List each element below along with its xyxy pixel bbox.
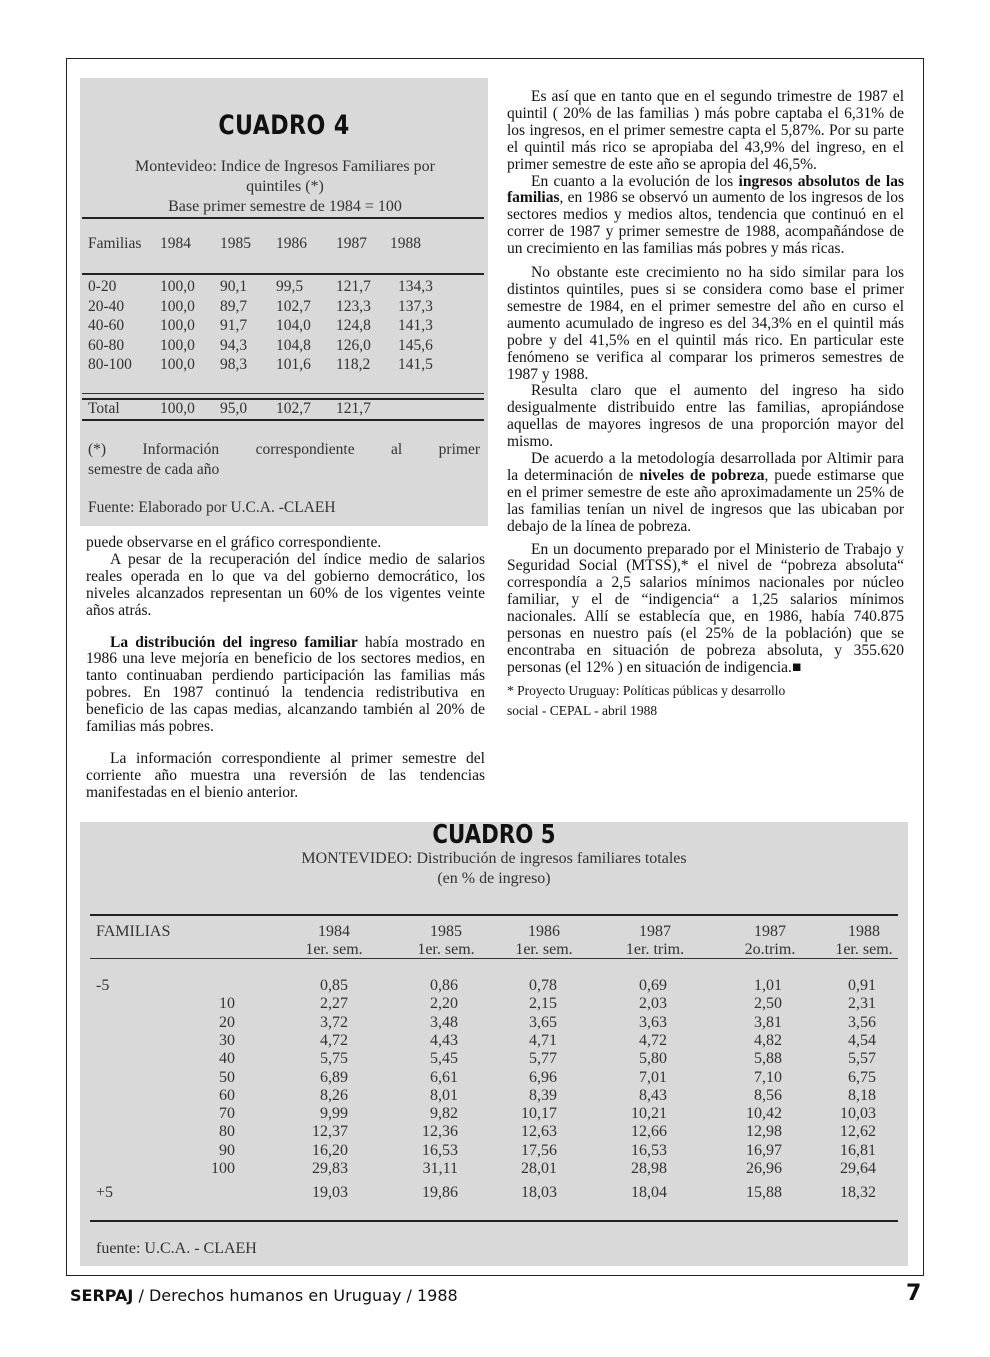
table-cell: 91,7: [220, 317, 248, 334]
table-cell: 2,03: [639, 995, 667, 1013]
table-cell: 5,57: [848, 1050, 876, 1068]
table-cell: 7,10: [754, 1068, 782, 1086]
table-cell: 99,5: [276, 278, 304, 295]
right-column-text: [507, 89, 904, 721]
table-cell: 28,01: [521, 1160, 557, 1177]
row-label: 80: [219, 1123, 235, 1141]
cuadro-4-header-cell: 1987: [336, 235, 367, 252]
table-cell: 10,21: [631, 1105, 667, 1123]
table-cell: 5,75: [320, 1050, 348, 1068]
table-cell: 4,82: [754, 1031, 782, 1049]
total-cell: 102,7: [276, 400, 311, 417]
column-period: 2o.trim.: [744, 941, 796, 958]
table-cell: 4,72: [320, 1031, 348, 1049]
table-cell: 7,01: [639, 1068, 667, 1086]
row-label: +5: [96, 1184, 114, 1201]
table-cell: 94,3: [220, 336, 248, 354]
table-cell: 12,63: [521, 1123, 557, 1141]
cuadro-4-note-line: (*) Información correspondiente al primer: [88, 441, 480, 458]
table-cell: 3,48: [430, 1013, 458, 1031]
table-cell: 2,27: [320, 995, 348, 1013]
table-cell: 1,01: [754, 977, 782, 994]
table-cell: 0-20: [88, 278, 117, 295]
table-cell: 31,11: [422, 1160, 458, 1177]
cuadro-4-subtitle-line: Montevideo: Indice de Ingresos Familiares por: [135, 158, 435, 175]
table-cell: 12,66: [631, 1123, 667, 1141]
column-period: 1er. trim.: [625, 941, 685, 958]
total-cell: 95,0: [220, 400, 248, 417]
familias-header: FAMILIAS: [96, 923, 171, 940]
bold-phrase: niveles de pobreza: [639, 466, 765, 484]
table-cell: 15,88: [746, 1184, 782, 1201]
table-cell: 5,80: [639, 1050, 667, 1068]
table-cell: 16,20: [312, 1141, 348, 1159]
table-cell: 19,03: [312, 1184, 348, 1201]
table-cell: 8,43: [639, 1086, 667, 1104]
cuadro-4-header-cell: 1986: [276, 235, 307, 252]
cuadro-4-subtitle-line: quintiles (*): [246, 178, 324, 195]
table-cell: 123,3: [336, 297, 371, 315]
cuadro-5-source: fuente: U.C.A. - CLAEH: [96, 1240, 257, 1257]
column-period: 1er. sem.: [417, 941, 475, 958]
page-footer: [70, 1286, 458, 1305]
table-cell: 102,7: [276, 297, 311, 315]
table-cell: 6,96: [529, 1068, 557, 1086]
table-cell: 3,63: [639, 1013, 667, 1031]
column-header: [279, 923, 389, 959]
table-cell: 0,78: [529, 977, 557, 994]
table-cell: 19,86: [422, 1184, 458, 1201]
cuadro-4-note-line: semestre de cada año: [88, 461, 220, 478]
footer-title: / Derechos humanos en Uruguay / 1988: [133, 1286, 458, 1305]
table-cell: 12,98: [746, 1123, 782, 1141]
table-cell: 20-40: [88, 297, 125, 315]
cuadro-4-note: [88, 440, 480, 480]
footnote: [507, 681, 904, 721]
table-cell: 89,7: [220, 297, 248, 315]
row-label: 40: [219, 1050, 235, 1068]
table-cell: 8,26: [320, 1086, 348, 1104]
row-label: 50: [219, 1068, 235, 1086]
table-cell: 2,31: [848, 995, 876, 1013]
table-cell: 40-60: [88, 317, 125, 334]
table-cell: 18,32: [840, 1184, 876, 1201]
column-year: 1986: [528, 923, 560, 940]
left-column-text: [86, 535, 485, 802]
table-cell: 6,61: [430, 1068, 458, 1086]
bold-phrase: ingresos absolutos de las familias: [507, 172, 904, 207]
table-cell: 8,39: [529, 1086, 557, 1104]
footer-brand: SERPAJ: [70, 1286, 134, 1305]
table-cell: 12,62: [840, 1123, 876, 1141]
table-cell: 2,20: [430, 995, 458, 1013]
paragraph: Resulta claro que el aumento del ingreso ha sido desigualmente distribuido entre las familias, apropiándose aquellas de mayores ingresos de una proporción mayor del mismo.: [507, 382, 904, 451]
footnote-line: * Proyecto Uruguay: Políticas públicas y desarrollo: [507, 682, 786, 698]
total-cell: 100,0: [160, 400, 195, 417]
table-cell: 16,53: [631, 1141, 667, 1159]
table-cell: 2,50: [754, 995, 782, 1013]
table-cell: 3,56: [848, 1013, 876, 1031]
table-cell: 16,81: [840, 1141, 876, 1159]
paragraph-text: , en 1986 se observó un aumento de los ingresos de los sectores medios y medios altos, tendencia que continuó en el correr de 1987 y primer semestre de 1988, acompañándose de un crecimiento en las familias más pobres y más ricas.: [507, 189, 904, 258]
table-cell: 17,56: [521, 1141, 557, 1159]
table-cell: 28,98: [631, 1160, 667, 1177]
divider: [82, 419, 484, 421]
table-cell: 2,15: [529, 995, 557, 1013]
column-year: 1988: [848, 923, 880, 940]
cuadro-4-source: Fuente: Elaborado por U.C.A. -CLAEH: [88, 499, 336, 516]
divider: [90, 1220, 898, 1222]
divider: [90, 914, 898, 916]
table-cell: 100,0: [160, 297, 195, 315]
table-cell: 98,3: [220, 356, 248, 373]
table-cell: 141,3: [398, 317, 433, 334]
table-cell: 121,7: [336, 278, 371, 295]
table-cell: 18,04: [631, 1184, 667, 1201]
table-cell: 5,45: [430, 1050, 458, 1068]
paragraph-text: , puede estimarse que en el primer semestre de este año aproximadamente un 25% de las familias tenían un nivel de ingresos que las ubicaban por debajo de la línea de pobreza.: [507, 466, 904, 535]
table-cell: 6,89: [320, 1068, 348, 1086]
table-cell: 90,1: [220, 278, 248, 295]
cuadro-5-subtitle: MONTEVIDEO: Distribución de ingresos familiares totales: [301, 850, 687, 867]
cuadro-4-subtitle: [90, 157, 480, 217]
column-year: 1985: [430, 923, 462, 940]
paragraph-text: había mostrado en 1986 una leve mejoría en beneficio de los sectores medios, en tanto continuaban perdiendo participación las familias más pobres. En 1987 continuó la tendencia redistributiva en beneficio de las capas medias, alcanzando también al 20% de familias más pobres.: [86, 633, 485, 736]
table-cell: 141,5: [398, 356, 433, 373]
table-cell: 9,99: [320, 1105, 348, 1123]
column-header: [809, 923, 919, 959]
table-cell: 100,0: [160, 356, 195, 373]
table-cell: 12,37: [312, 1123, 348, 1141]
column-year: 1987: [639, 923, 671, 940]
row-label: 20: [219, 1013, 235, 1031]
table-cell: 16,97: [746, 1141, 782, 1159]
table-cell: 134,3: [398, 278, 433, 295]
table-cell: 104,0: [276, 317, 311, 334]
table-cell: 80-100: [88, 356, 132, 373]
table-cell: 12,36: [422, 1123, 458, 1141]
table-cell: 26,96: [746, 1160, 782, 1177]
cuadro-5-title: CUADRO 5: [432, 820, 556, 850]
table-cell: 0,86: [430, 977, 458, 994]
column-year: 1984: [318, 923, 350, 940]
row-label: 70: [219, 1105, 235, 1123]
column-header: [489, 923, 599, 959]
table-cell: 18,03: [521, 1184, 557, 1201]
table-cell: 3,72: [320, 1013, 348, 1031]
cuadro-4-header-cell: 1988: [390, 235, 421, 252]
page-number: 7: [906, 1281, 922, 1306]
paragraph: A pesar de la recuperación del índice medio de salarios reales operada en lo que va del gobierno democrático, los niveles alcanzados representan un 60% de los vigentes veinte años atrás.: [86, 550, 485, 619]
cuadro-5-table: [80, 822, 908, 1266]
cuadro-4-header-cell: Familias: [88, 235, 142, 252]
footnote-line: social - CEPAL - abril 1988: [507, 702, 658, 718]
table-cell: 5,77: [529, 1050, 557, 1068]
cuadro-4-header-cell: 1984: [160, 235, 191, 252]
paragraph-text: De acuerdo a la metodología desarrollada por Altimir para la determinación de: [507, 450, 904, 484]
paragraph-text: En un documento preparado por el Ministerio de Trabajo y Seguridad Social (MTSS),* el nivel de “pobreza absoluta“ correspondía a 2,5 salarios mínimos nacionales por núcleo familiar, y el de “indigencia“ a 1,25 salarios mínimos nacionales. Allí se establecía que, en 1986, había 740.875 personas en nuestro país (el 25% de la población) que se encontraba en situación de pobreza absoluta, y 355.620 personas (el 12% ) en situación de indigencia.: [507, 540, 904, 676]
column-period: 1er. sem.: [835, 941, 893, 958]
cuadro-4-table: [80, 78, 488, 526]
row-label: 100: [211, 1160, 235, 1177]
row-label: 10: [219, 995, 235, 1013]
paragraph: Es así que en tanto que en el segundo trimestre de 1987 el quintil ( 20% de las familias ) más pobre captaba el 6,31% de los ingresos, en el primer semestre capta el 5,87%. Por su parte el quintil más rico se apropiaba del 43,9% del ingreso, en el primer semestre de este año se apropia del 46,5%.: [507, 88, 904, 173]
row-label: 90: [219, 1141, 235, 1159]
table-cell: 8,18: [848, 1086, 876, 1104]
table-cell: 8,56: [754, 1086, 782, 1104]
table-cell: 100,0: [160, 317, 195, 334]
table-cell: 0,91: [848, 977, 876, 994]
table-cell: 9,82: [430, 1105, 458, 1123]
table-cell: 145,6: [398, 336, 433, 354]
table-cell: 6,75: [848, 1068, 876, 1086]
table-cell: 4,43: [430, 1031, 458, 1049]
cuadro-4-subtitle-line: Base primer semestre de 1984 = 100: [168, 198, 402, 215]
paragraph: puede observarse en el gráfico correspondiente.: [86, 534, 382, 551]
table-cell: 104,8: [276, 336, 311, 354]
table-cell: 4,54: [848, 1031, 876, 1049]
table-cell: 10,17: [521, 1105, 557, 1123]
table-cell: 100,0: [160, 336, 195, 354]
table-cell: 101,6: [276, 356, 311, 373]
table-cell: 8,01: [430, 1086, 458, 1104]
table-cell: 0,85: [320, 977, 348, 994]
table-cell: 3,81: [754, 1013, 782, 1031]
table-cell: 3,65: [529, 1013, 557, 1031]
row-label: -5: [96, 977, 110, 994]
table-cell: 124,8: [336, 317, 371, 334]
paragraph: La información correspondiente al primer semestre del corriente año muestra una reversión de las tendencias manifestadas en el bienio anterior.: [86, 749, 485, 801]
table-cell: 10,03: [840, 1105, 876, 1123]
total-cell: Total: [88, 400, 120, 417]
table-cell: 16,53: [422, 1141, 458, 1159]
row-label: 60: [219, 1086, 235, 1104]
paragraph: [86, 635, 485, 736]
row-label: 30: [219, 1031, 235, 1049]
table-cell: 60-80: [88, 336, 125, 354]
divider: [90, 958, 898, 959]
table-cell: 5,88: [754, 1050, 782, 1068]
cuadro-4-title: CUADRO 4: [218, 110, 350, 141]
table-cell: 10,42: [746, 1105, 782, 1123]
column-header: [391, 923, 501, 959]
cuadro-5-subtitle: (en % de ingreso): [437, 870, 551, 887]
table-cell: 29,64: [840, 1160, 876, 1177]
table-cell: 4,71: [529, 1031, 557, 1049]
table-cell: 126,0: [336, 336, 371, 354]
paragraph: [507, 451, 904, 536]
column-period: 1er. sem.: [515, 941, 573, 958]
paragraph: No obstante este crecimiento no ha sido similar para los distintos quintiles, pues si se considera como base el primer semestre de 1984, en el primer semestre del año en curso el aumento acumulado de ingreso es del 34,3% en el quintil más pobre y del 41,5% en el quintil más rico. En particular este fenómeno se verifica al comparar los primeros semestres de 1987 y 1988.: [507, 264, 904, 383]
table-cell: 118,2: [336, 356, 371, 373]
divider: [82, 273, 484, 275]
divider: [82, 217, 484, 219]
bold-phrase: La distribución del ingreso familiar: [110, 633, 358, 651]
total-cell: 121,7: [336, 400, 371, 417]
cuadro-4-header-cell: 1985: [220, 235, 251, 252]
column-year: 1987: [754, 923, 786, 940]
paragraph: [507, 174, 904, 259]
paragraph: [507, 542, 904, 677]
paragraph-text: En cuanto a la evolución de los: [531, 172, 739, 190]
table-cell: 4,72: [639, 1031, 667, 1049]
table-cell: 137,3: [398, 297, 433, 315]
divider: [82, 393, 484, 394]
column-header: [600, 923, 710, 959]
table-cell: 29,83: [312, 1160, 348, 1177]
end-mark: ■: [791, 658, 802, 676]
table-cell: 100,0: [160, 278, 195, 295]
table-cell: 0,69: [639, 977, 667, 994]
column-period: 1er. sem.: [305, 941, 363, 958]
